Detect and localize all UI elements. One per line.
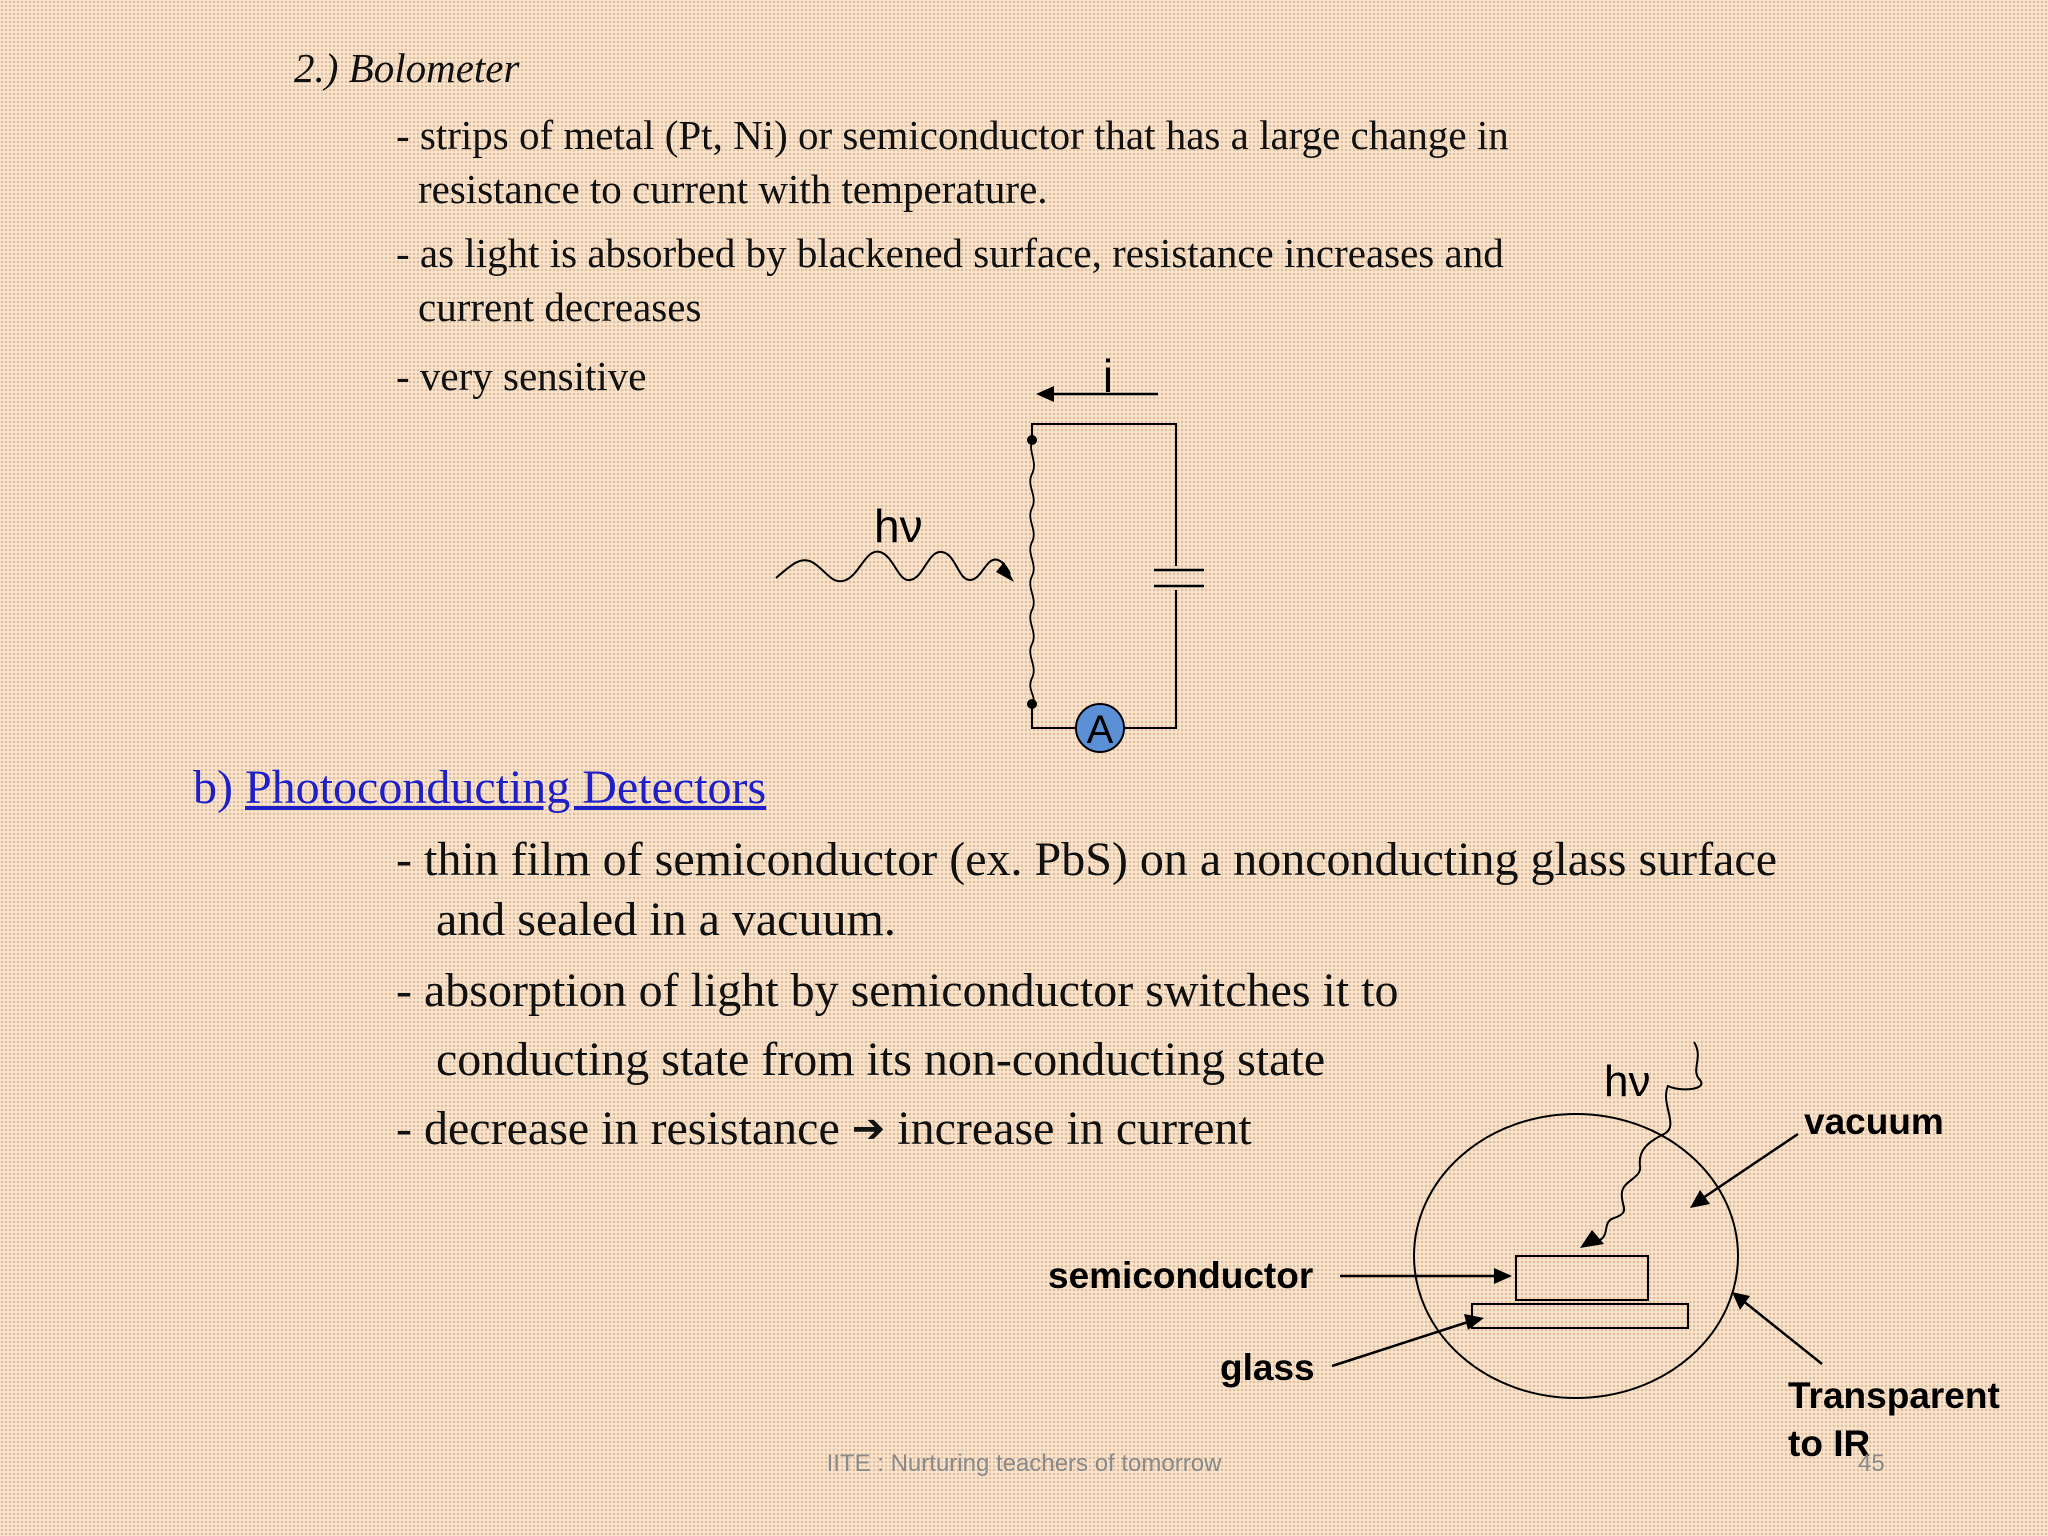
photon-label: hν	[874, 500, 923, 552]
diagram-photon-label: hν	[1604, 1057, 1651, 1106]
glass-label: glass	[1220, 1347, 1315, 1388]
transparent-arrow-line	[1742, 1300, 1822, 1364]
slide-number: 45	[1858, 1450, 1885, 1477]
semiconductor-film	[1516, 1256, 1648, 1300]
photoconducting-prefix: b)	[193, 761, 245, 814]
bolometer-title: 2.) Bolometer	[294, 45, 520, 91]
point-3-left-text: - decrease in resistance	[396, 1102, 840, 1155]
photoconducting-point-2-line-2: conducting state from its non-conducting state	[436, 1033, 1326, 1086]
bolometer-point-1-line-1: - strips of metal (Pt, Ni) or semiconductor that has a large change in	[396, 112, 1509, 158]
right-arrow-icon: ➔	[851, 1106, 886, 1152]
vacuum-arrow-line	[1700, 1134, 1798, 1200]
slide-footer: IITE : Nurturing teachers of tomorrow	[826, 1450, 1222, 1477]
current-label: i	[1102, 350, 1114, 402]
bolometer-point-2-line-2: current decreases	[418, 284, 702, 330]
vacuum-arrowhead	[1690, 1190, 1710, 1208]
bolometer-point-2-line-1: - as light is absorbed by blackened surface, resistance increases and	[396, 230, 1504, 276]
transparent-label-line-2: to IR	[1788, 1423, 1871, 1464]
transparent-label-line-1: Transparent	[1788, 1375, 2000, 1416]
bolometer-point-3: - very sensitive	[396, 353, 647, 399]
bolometer-point-1-line-2: resistance to current with temperature.	[418, 166, 1048, 212]
semiconductor-label: semiconductor	[1048, 1255, 1314, 1296]
photoconducting-title-link[interactable]: Photoconducting Detectors	[244, 761, 767, 814]
photoconducting-point-1-line-1: - thin film of semiconductor (ex. PbS) on a nonconducting glass surface	[396, 833, 1778, 886]
photoconducting-point-2-line-1: - absorption of light by semiconductor switches it to	[396, 964, 1399, 1017]
ammeter-label: A	[1086, 708, 1114, 752]
photoconducting-point-1-line-2: and sealed in a vacuum.	[436, 893, 896, 946]
glass-substrate	[1472, 1304, 1688, 1328]
transparent-arrowhead	[1732, 1292, 1750, 1310]
point-3-right-text: increase in current	[897, 1102, 1252, 1155]
semiconductor-arrowhead	[1494, 1268, 1512, 1284]
vacuum-label: vacuum	[1804, 1101, 1944, 1142]
